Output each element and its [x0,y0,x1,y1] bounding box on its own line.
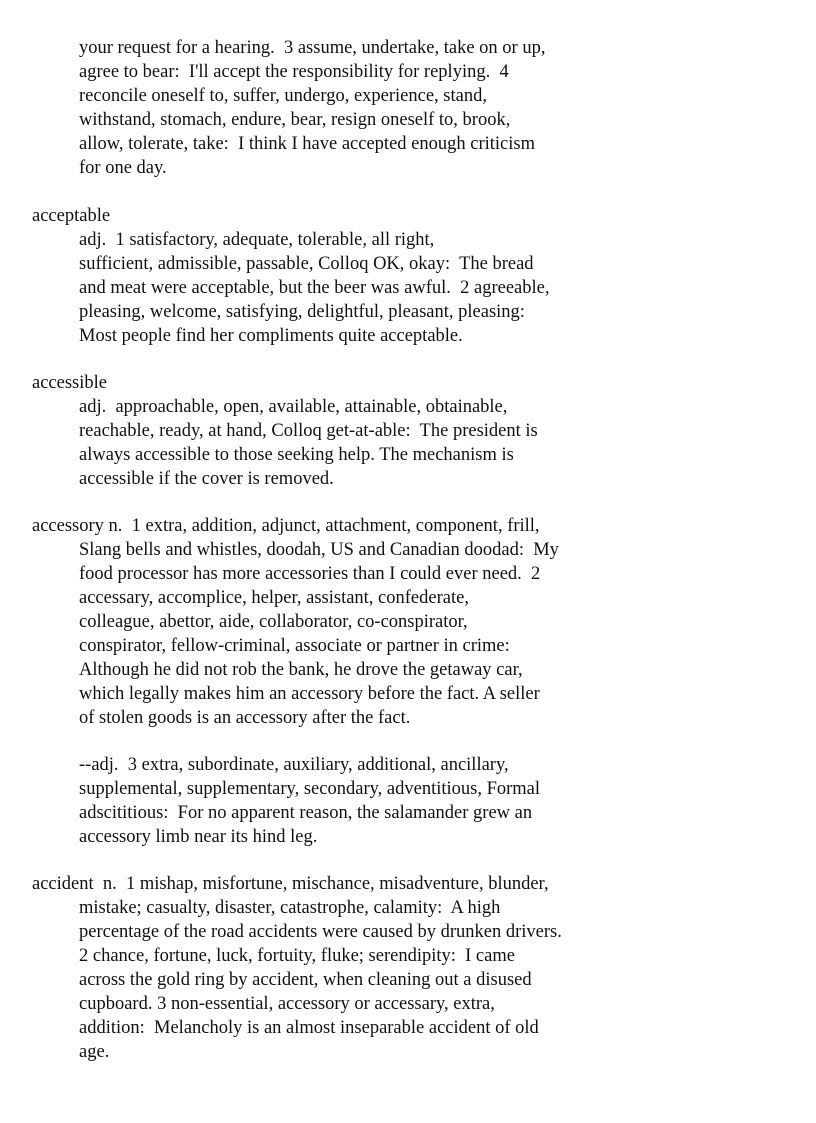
accident-line-3: 2 chance, fortune, luck, fortuity, fluke; serendipity: I came [79,946,515,966]
accessory-line-4: colleague, abettor, aide, collaborator, co-conspirator, [79,612,468,632]
accessory-line-6: Although he did not rob the bank, he drove the getaway car, [79,660,523,680]
accept-cont-line-5: allow, tolerate, take: I think I have accepted enough criticism [79,134,535,154]
accident-line-2: percentage of the road accidents were caused by drunken drivers. [79,922,562,942]
accessory-line-7: which legally makes him an accessory before the fact. A seller [79,684,540,704]
accessory-line-2: food processor has more accessories than I could ever need. 2 [79,564,541,584]
accept-cont-line-4: withstand, stomach, endure, bear, resign oneself to, brook, [79,110,511,130]
accessory-adj-line-2: supplemental, supplementary, secondary, adventitious, Formal [79,779,541,799]
headword-acceptable: acceptable [32,206,111,226]
accessory-line-8: of stolen goods is an accessory after the fact. [79,708,411,728]
accessible-line-3: always accessible to those seeking help. The mechanism is [79,445,514,465]
acceptable-line-5: Most people find her compliments quite acceptable. [79,326,463,346]
accept-cont-line-1: your request for a hearing. 3 assume, undertake, take on or up, [79,38,546,58]
accident-line-7: age. [79,1042,110,1062]
accident-line-1: mistake; casualty, disaster, catastrophe, calamity: A high [79,898,501,918]
accessory-line-1: Slang bells and whistles, doodah, US and Canadian doodad: My [79,540,559,560]
headword-accident: accident n. 1 mishap, misfortune, mischance, misadventure, blunder, [32,874,549,894]
acceptable-line-4: pleasing, welcome, satisfying, delightful, pleasant, pleasing: [79,302,525,322]
accessory-line-5: conspirator, fellow-criminal, associate or partner in crime: [79,636,510,656]
accident-line-5: cupboard. 3 non-essential, accessory or accessary, extra, [79,994,495,1014]
accept-cont-line-2: agree to bear: I'll accept the responsibility for replying. 4 [79,62,509,82]
accident-line-4: across the gold ring by accident, when cleaning out a disused [79,970,532,990]
headword-accessible: accessible [32,373,107,393]
acceptable-line-2: sufficient, admissible, passable, Colloq OK, okay: The bread [79,254,534,274]
acceptable-line-1: adj. 1 satisfactory, adequate, tolerable, all right, [79,230,435,250]
accept-cont-line-3: reconcile oneself to, suffer, undergo, experience, stand, [79,86,487,106]
accessible-line-1: adj. approachable, open, available, attainable, obtainable, [79,397,508,417]
accept-cont-line-6: for one day. [79,158,167,178]
acceptable-line-3: and meat were acceptable, but the beer was awful. 2 agreeable, [79,278,550,298]
accessible-line-4: accessible if the cover is removed. [79,469,334,489]
accessory-adj-line-3: adscititious: For no apparent reason, the salamander grew an [79,803,533,823]
accessory-line-3: accessary, accomplice, helper, assistant, confederate, [79,588,469,608]
accessory-adj-line-4: accessory limb near its hind leg. [79,827,318,847]
accessible-line-2: reachable, ready, at hand, Colloq get-at-able: The president is [79,421,538,441]
headword-accessory: accessory n. 1 extra, addition, adjunct, attachment, component, frill, [32,516,540,536]
accessory-adj-line-1: --adj. 3 extra, subordinate, auxiliary, additional, ancillary, [79,755,509,775]
accident-line-6: addition: Melancholy is an almost inseparable accident of old [79,1018,539,1038]
